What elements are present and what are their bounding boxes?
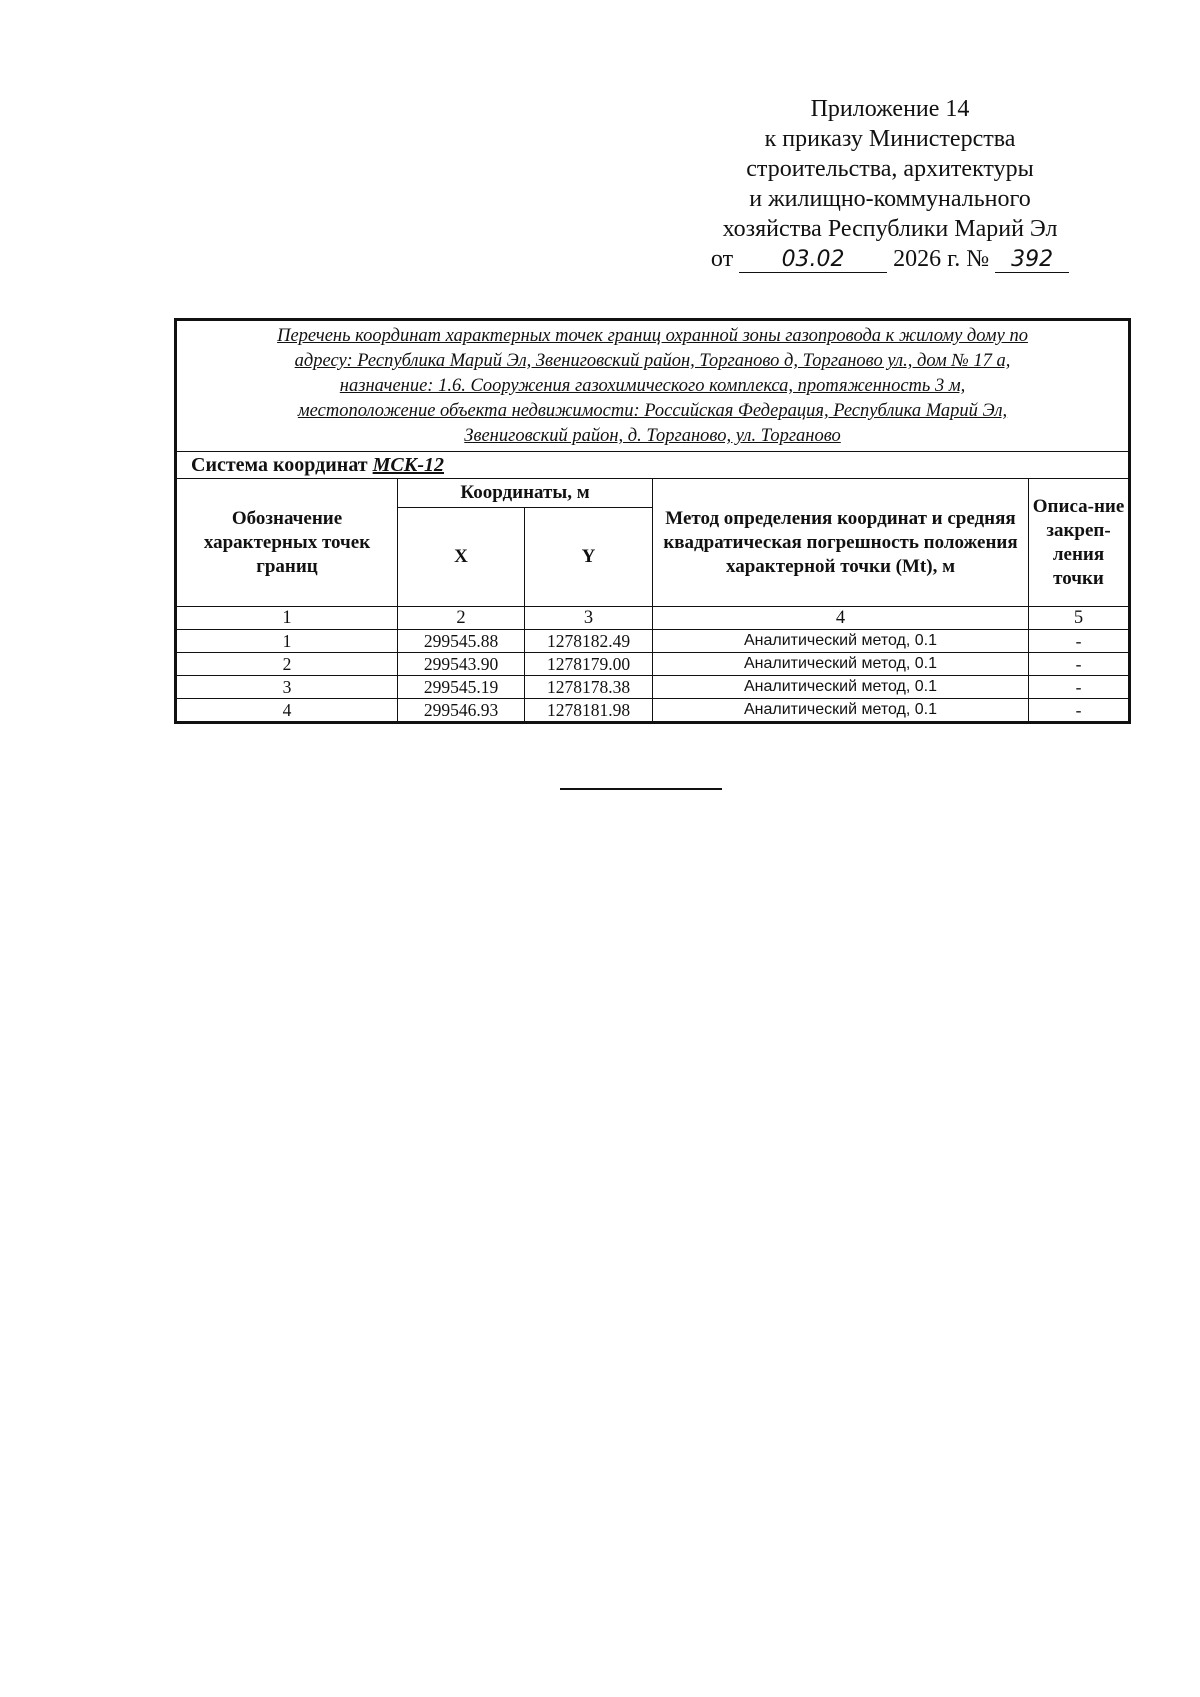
table-title-line: местоположение объекта недвижимости: Российская Федерация, Республика Марий Эл,: [297, 401, 1008, 421]
cell-point: 3: [176, 676, 398, 699]
table-row: [176, 676, 1130, 699]
cell-y: 1278179.00: [525, 653, 653, 676]
cell-x: 299546.93: [398, 699, 525, 723]
column-number: 5: [1029, 607, 1130, 630]
cell-point: 2: [176, 653, 398, 676]
table-title-line: Звениговский район, д. Торганово, ул. Торганово: [464, 426, 841, 446]
coordinate-system-name: МСК-12: [372, 453, 444, 476]
cell-description: -: [1029, 676, 1130, 699]
header-coordinates: Координаты, м: [398, 479, 653, 508]
header-point: Обозначение характерных точек границ: [176, 479, 398, 607]
cell-y: 1278182.49: [525, 630, 653, 653]
cell-y: 1278181.98: [525, 699, 653, 723]
appendix-line-republic: хозяйства Республики Марий Эл: [722, 216, 1058, 242]
header-x: X: [398, 508, 525, 607]
header-y: Y: [525, 508, 653, 607]
cell-method: Аналитический метод, 0.1: [653, 699, 1029, 723]
appendix-title: Приложение 14: [810, 96, 970, 122]
coordinate-system-label: Система координат: [191, 453, 368, 476]
coordinates-table: [174, 318, 1131, 724]
table-title-line: адресу: Республика Марий Эл, Звениговский район, Торганово д, Торганово ул., дом № 17 а,: [294, 351, 1011, 371]
coordinate-system-row: [176, 452, 1130, 479]
cell-x: 299545.19: [398, 676, 525, 699]
cell-description: -: [1029, 653, 1130, 676]
cell-method: Аналитический метод, 0.1: [653, 653, 1029, 676]
cell-point: 1: [176, 630, 398, 653]
appendix-header: [680, 94, 1100, 274]
table-row: [176, 653, 1130, 676]
table-row: [176, 630, 1130, 653]
cell-description: -: [1029, 630, 1130, 653]
handwritten-number: 392: [995, 248, 1069, 273]
header-description: Описа-ние закреп-ления точки: [1029, 479, 1130, 607]
table-row: [176, 699, 1130, 723]
cell-method: Аналитический метод, 0.1: [653, 676, 1029, 699]
table-title: [176, 320, 1130, 452]
cell-x: 299543.90: [398, 653, 525, 676]
column-number: 3: [525, 607, 653, 630]
table-title-line: Перечень координат характерных точек границ охранной зоны газопровода к жилому дому по: [277, 326, 1028, 346]
column-number: 1: [176, 607, 398, 630]
handwritten-date: 03.02: [739, 248, 887, 273]
column-numbers-row: [176, 607, 1130, 630]
appendix-date-line: [680, 244, 1100, 274]
appendix-line-housing: и жилищно-коммунального: [749, 186, 1031, 212]
header-method: Метод определения координат и средняя квадратическая погрешность положения характерной точки (Mt), м: [653, 479, 1029, 607]
cell-x: 299545.88: [398, 630, 525, 653]
column-number: 2: [398, 607, 525, 630]
appendix-line-order: к приказу Министерства: [764, 126, 1016, 152]
cell-method: Аналитический метод, 0.1: [653, 630, 1029, 653]
from-label: от: [710, 246, 734, 272]
cell-y: 1278178.38: [525, 676, 653, 699]
year-label: 2026 г. №: [893, 246, 990, 272]
cell-point: 4: [176, 699, 398, 723]
appendix-line-ministry: строительства, архитектуры: [746, 156, 1034, 182]
column-number: 4: [653, 607, 1029, 630]
table-title-line: назначение: 1.6. Сооружения газохимического комплекса, протяженность 3 м,: [339, 376, 966, 396]
cell-description: -: [1029, 699, 1130, 723]
end-divider: [560, 788, 722, 790]
